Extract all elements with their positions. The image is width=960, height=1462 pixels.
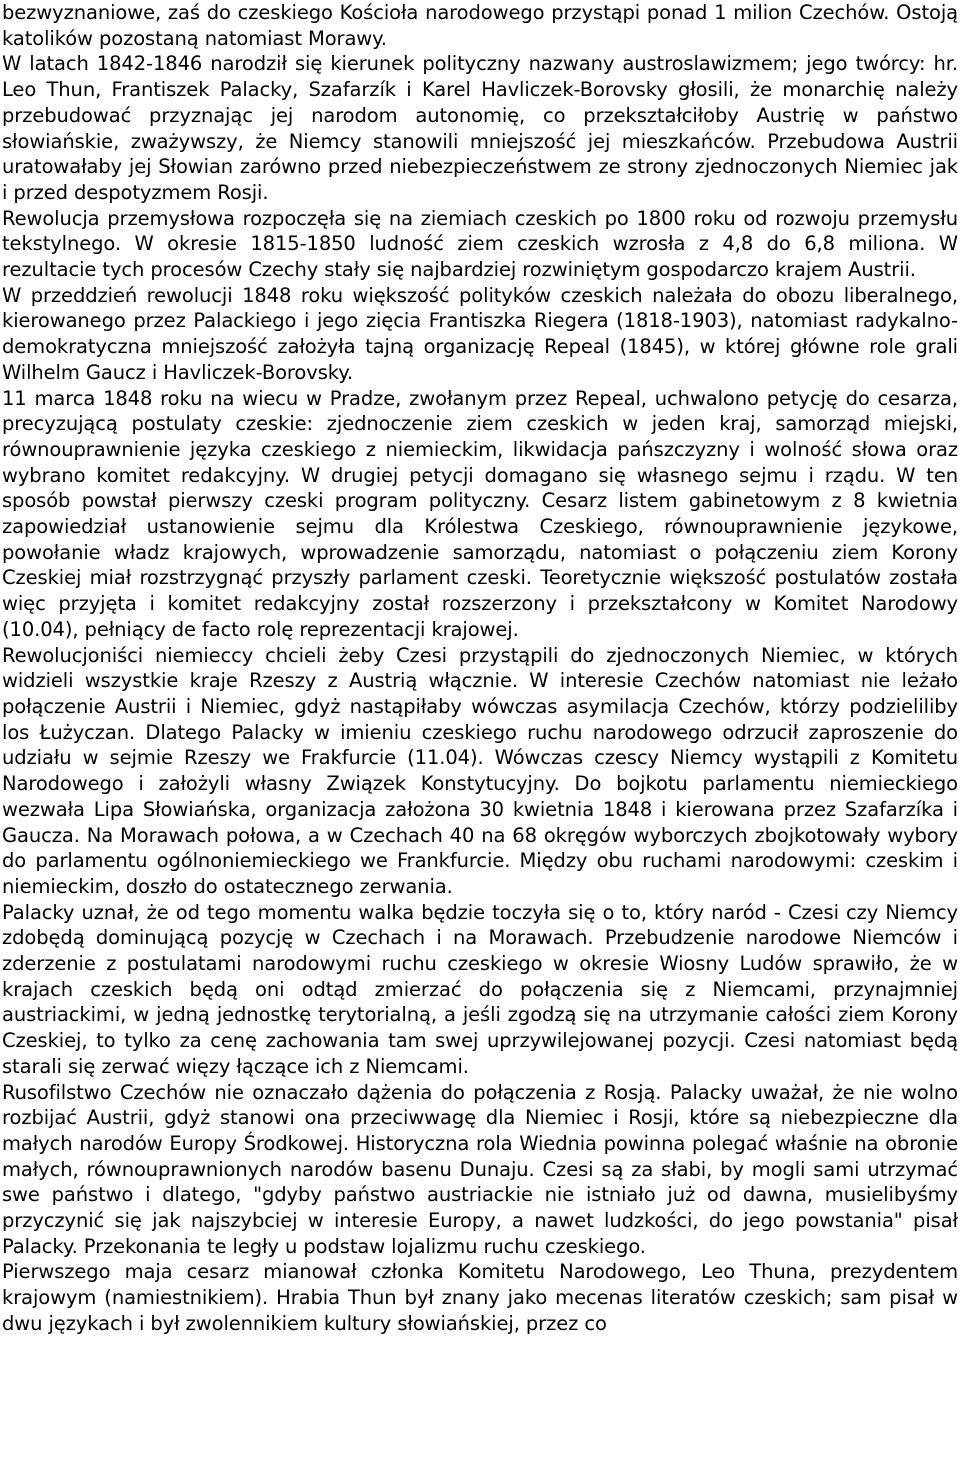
paragraph-5: 11 marca 1848 roku na wiecu w Pradze, zwołanym przez Repeal, uchwalono petycję do cesarza, precyzującą postulaty czeskie: zjednoczenie ziem czeskich w jeden kraj, samorząd miejski, równouprawnienie języka czeskiego z niemieckim, likwidacja pańszczyzny i wolność słowa oraz wybrano komitet redakcyjny. W drugiej petycji domagano się własnego sejmu i rządu. W ten sposób powstał pierwszy czeski program polityczny. Cesarz listem gabinetowym z 8 kwietnia zapowiedział ustanowienie sejmu dla Królestwa Czeskiego, równouprawnienie językowe, powołanie władz krajowych, wprowadzenie samorządu, natomiast o połączeniu ziem Korony Czeskiej miał rozstrzygnąć przyszły parlament czeski. Teoretycznie większość postulatów została więc przyjęta i komitet redakcyjny został rozszerzony i przekształcony w Komitet Narodowy (10.04), pełniący de facto rolę reprezentacji krajowej. xyxy=(2,386,958,641)
paragraph-3: Rewolucja przemysłowa rozpoczęła się na ziemiach czeskich po 1800 roku od rozwoju przemysłu tekstylnego. W okresie 1815-1850 ludność ziem czeskich wzrosła z 4,8 do 6,8 miliona. W rezultacie tych procesów Czechy stały się najbardziej rozwiniętym gospodarczo krajem Austrii. xyxy=(2,206,958,282)
paragraph-2: W latach 1842-1846 narodził się kierunek polityczny nazwany austroslawizmem; jego twórcy: hr. Leo Thun, Frantiszek Palacky, Szafarzík i Karel Havliczek-Borovsky głosili, że monarchię należy przebudować przyznając jej narodom autonomię, co przekształciłoby Austrię w państwo słowiańskie, zważywszy, że Niemcy stanowili mniejszość jej mieszkańców. Przebudowa Austrii uratowałaby jej Słowian zarówno przed niebezpieczeństwem ze strony zjednoczonych Niemiec jak i przed despotyzmem Rosji. xyxy=(2,52,958,204)
paragraph-7: Palacky uznał, że od tego momentu walka będzie toczyła się o to, który naród - Czesi czy Niemcy zdobędą dominującą pozycję w Czechach i na Morawach. Przebudzenie narodowe Niemców i zderzenie z postulatami narodowymi ruchu czeskiego w okresie Wiosny Ludów sprawiło, że w krajach czeskich będą oni odtąd zmierzać do połączenia się z Niemcami, przynajmniej austriackimi, w jedną jednostkę terytorialną, a jeśli zgodzą się na utrzymanie całości ziem Korony Czeskiej, to tylko za cenę zachowania tam swej uprzywilejowanej pozycji. Czesi natomiast będą starali się zerwać więzy łączące ich z Niemcami. xyxy=(2,900,958,1078)
paragraph-9: Pierwszego maja cesarz mianował członka Komitetu Narodowego, Leo Thuna, prezydentem krajowym (namiestnikiem). Hrabia Thun był znany jako mecenas literatów czeskich; sam pisał w dwu językach i był zwolennikiem kultury słowiańskiej, przez co xyxy=(2,1260,958,1335)
paragraph-1: bezwyznaniowe, zaś do czeskiego Kościoła narodowego przystąpi ponad 1 milion Czechów. Ostoją katolików pozostaną natomiast Morawy. xyxy=(2,1,958,50)
paragraph-8: Rusofilstwo Czechów nie oznaczało dążenia do połączenia z Rosją. Palacky uważał, że nie wolno rozbijać Austrii, gdyż stanowi ona przeciwwagę dla Niemiec i Rosji, które są niebezpieczne dla małych narodów Europy Środkowej. Historyczna rola Wiednia powinna polegać właśnie na obronie małych, równouprawnionych narodów basenu Dunaju. Czesi są za słabi, by mogli sami utrzymać swe państwo i dlatego, "gdyby państwo austriackie nie istniało już od dawna, musielibyśmy przyczynić się jak najszybciej w interesie Europy, a nawet ludzkości, do jego powstania" pisał Palacky. Przekonania te legły u podstaw lojalizmu ruchu czeskiego. xyxy=(2,1080,958,1258)
paragraph-6: Rewolucjoniści niemieccy chcieli żeby Czesi przystąpili do zjednoczonych Niemiec, w których widzieli wszystkie kraje Rzeszy z Austrią włącznie. W interesie Czechów natomiast nie leżało połączenie Austrii i Niemiec, gdyż nastąpiłaby wówczas asymilacja Czechów, którzy podzieliliby los Łużyczan. Dlatego Palacky w imieniu czeskiego ruchu narodowego odrzucił zaproszenie do udziału w sejmie Rzeszy we Frakfurcie (11.04). Wówczas czescy Niemcy wystąpili z Komitetu Narodowego i założyli własny Związek Konstytucyjny. Do bojkotu parlamentu niemieckiego wezwała Lipa Słowiańska, organizacja założona 30 kwietnia 1848 i kierowana przez Szafarzíka i Gaucza. Na Morawach połowa, a w Czechach 40 na 68 okręgów wyborczych zbojkotowały wybory do parlamentu ogólnoniemieckiego we Frankfurcie. Między obu ruchami narodowymi: czeskim i niemieckim, doszło do ostatecznego zerwania. xyxy=(2,643,958,898)
paragraph-4: W przeddzień rewolucji 1848 roku większość polityków czeskich należała do obozu liberalnego, kierowanego przez Palackiego i jego zięcia Frantiszka Riegera (1818-1903), natomiast radykalno-demokratyczna mniejszość założyła tajną organizację Repeal (1845), w której główne role grali Wilhelm Gaucz i Havliczek-Borovsky. xyxy=(2,283,958,384)
